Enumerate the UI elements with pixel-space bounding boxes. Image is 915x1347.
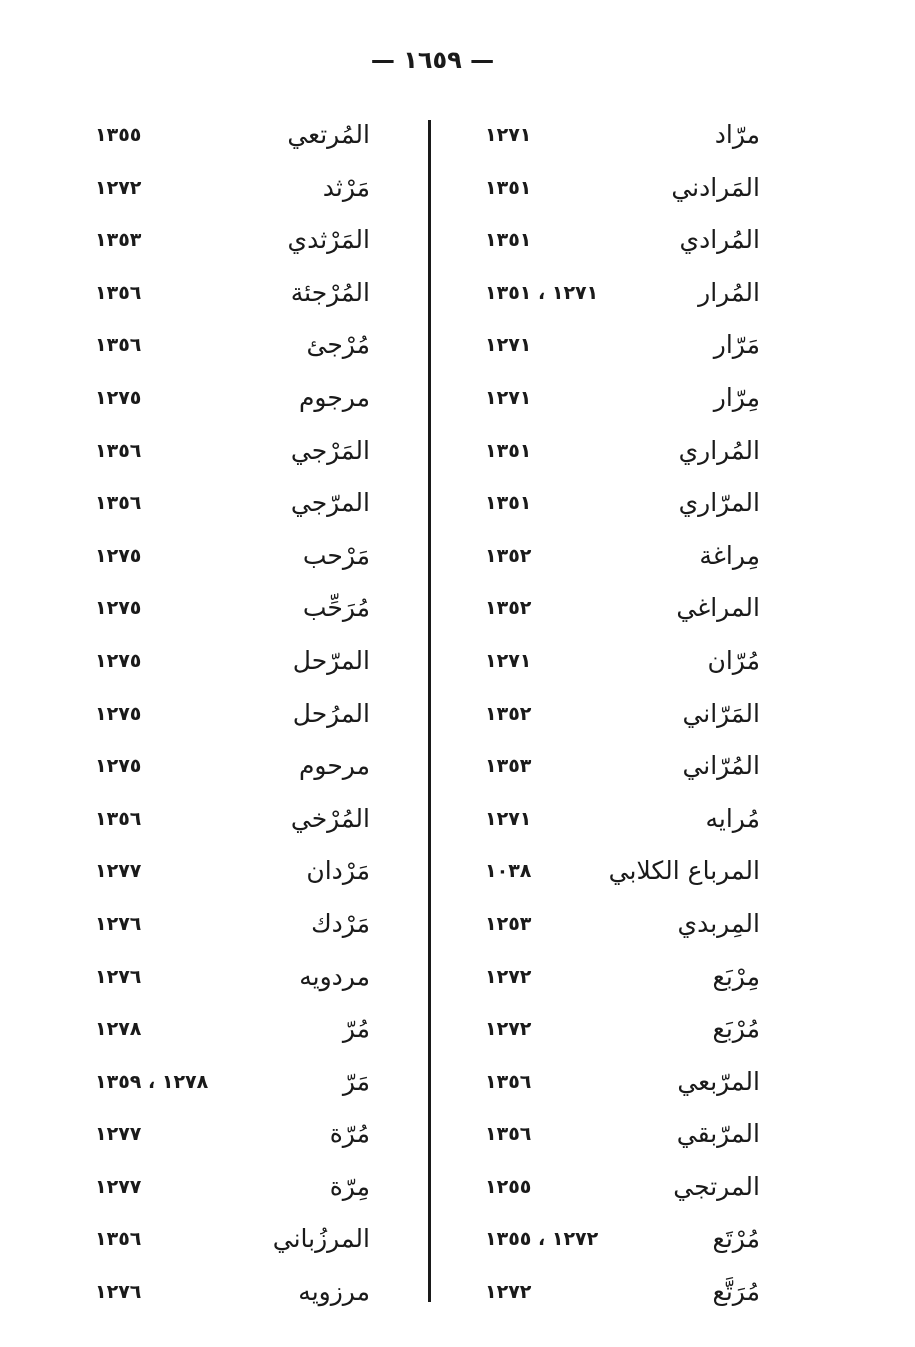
index-entry bbox=[80, 1164, 390, 1217]
entry-word: المَرْجي bbox=[290, 435, 370, 465]
entry-word: مُرْجئ bbox=[306, 330, 370, 360]
index-entry bbox=[470, 638, 780, 691]
entry-page-ref: ١٣٥٦ bbox=[485, 1070, 532, 1093]
entry-page-ref: ١٣٥١ bbox=[485, 176, 532, 199]
index-entry bbox=[470, 796, 780, 849]
entry-page-ref: ١٣٥٢ bbox=[485, 544, 532, 567]
column-divider bbox=[428, 120, 431, 1302]
entry-word: المرّبقي bbox=[676, 1119, 760, 1149]
entry-page-ref: ١٢٧٧ bbox=[95, 1175, 142, 1198]
entry-word: المراغي bbox=[676, 593, 760, 623]
index-entry bbox=[80, 165, 390, 218]
entry-word: مِرّار bbox=[713, 382, 760, 412]
entry-page-ref: ١٣٥٣ bbox=[95, 229, 142, 252]
entry-word: المرّجي bbox=[290, 488, 370, 518]
index-entry bbox=[80, 480, 390, 533]
entry-page-ref: ١٢٧٧ bbox=[95, 860, 142, 883]
entry-page-ref: ١٢٧٦ bbox=[95, 965, 142, 988]
entry-word: المرّبعي bbox=[677, 1066, 760, 1096]
index-entry bbox=[470, 428, 780, 481]
entry-word: مرجوم bbox=[298, 382, 370, 412]
index-entry bbox=[470, 322, 780, 375]
index-entry bbox=[470, 1059, 780, 1112]
index-entry bbox=[470, 743, 780, 796]
index-entry bbox=[470, 165, 780, 218]
entry-page-ref: ١٣٥٢ bbox=[485, 597, 532, 620]
entry-page-ref: ١٢٧١ bbox=[485, 807, 532, 830]
index-entry bbox=[80, 585, 390, 638]
entry-word: المَرْثدي bbox=[287, 225, 370, 255]
entry-word: مَرْحب bbox=[302, 540, 370, 570]
index-entry bbox=[80, 1216, 390, 1269]
index-entry bbox=[80, 691, 390, 744]
index-entry bbox=[80, 375, 390, 428]
entry-word: مرحوم bbox=[298, 751, 370, 781]
entry-word: مِراغة bbox=[699, 540, 760, 570]
entry-word: مُرايه bbox=[705, 803, 760, 833]
entry-page-ref: ١٣٥٦ bbox=[95, 492, 142, 515]
entry-word: مُرْبَع bbox=[712, 1014, 760, 1044]
entry-word: المُرْخي bbox=[290, 803, 370, 833]
index-entry bbox=[80, 217, 390, 270]
index-entry bbox=[470, 1164, 780, 1217]
entry-page-ref: ١٢٧١ bbox=[485, 124, 532, 146]
entry-page-ref: ١٢٧٦ bbox=[95, 912, 142, 935]
index-entry bbox=[80, 1006, 390, 1059]
entry-page-ref: ١٣٥١ bbox=[485, 229, 532, 252]
entry-word: المرُحل bbox=[292, 698, 370, 728]
index-entry bbox=[470, 954, 780, 1007]
entry-word: مُرْتَع bbox=[712, 1224, 760, 1254]
entry-page-ref: ١٢٧٧ bbox=[95, 1123, 142, 1146]
entry-page-ref: ١٢٧٢ bbox=[485, 1281, 532, 1304]
entry-page-ref: ١٢٥٥ bbox=[485, 1175, 532, 1198]
entry-word: المُرار bbox=[698, 277, 760, 307]
index-entry bbox=[470, 848, 780, 901]
entry-page-ref: ١٣٥٦ bbox=[95, 439, 142, 462]
entry-word: المُرْجئة bbox=[290, 277, 370, 307]
entry-word: مِرّة bbox=[329, 1171, 370, 1201]
index-entry bbox=[80, 638, 390, 691]
entry-word: مُرّ bbox=[342, 1014, 370, 1044]
entry-page-ref: ١٢٧٥ bbox=[95, 597, 142, 620]
entry-page-ref: ١٢٧٥ bbox=[95, 755, 142, 778]
entry-word: المَرّاني bbox=[682, 698, 760, 728]
entry-word: المُرادي bbox=[679, 225, 760, 255]
index-entry bbox=[80, 1059, 390, 1112]
index-entry bbox=[80, 322, 390, 375]
index-entry bbox=[80, 1269, 390, 1322]
entry-page-ref: ١٣٥٥ bbox=[95, 124, 142, 146]
entry-page-ref: ١٢٧١ bbox=[485, 649, 532, 672]
entry-word: المِربدي bbox=[677, 908, 760, 938]
entry-page-ref: ١٣٥٦ bbox=[95, 1228, 142, 1251]
index-entry bbox=[470, 691, 780, 744]
index-entry bbox=[80, 848, 390, 901]
right-column bbox=[470, 112, 780, 1322]
entry-word: مَرّ bbox=[342, 1066, 370, 1096]
entry-page-ref: ١٠٣٨ bbox=[485, 860, 532, 883]
entry-word: المُرتعي bbox=[287, 120, 370, 149]
index-entry bbox=[80, 428, 390, 481]
index-entry bbox=[470, 270, 780, 323]
entry-page-ref: ١٢٥٣ bbox=[485, 912, 532, 935]
index-entry bbox=[470, 480, 780, 533]
entry-word: مُرّة bbox=[329, 1119, 370, 1149]
entry-word: مَرْدان bbox=[306, 856, 370, 886]
entry-page-ref: ١٣٥٦ bbox=[95, 281, 142, 304]
entry-page-ref: ١٢٧١ bbox=[485, 386, 532, 409]
index-entry bbox=[470, 585, 780, 638]
entry-page-ref: ١٢٧٥ bbox=[95, 649, 142, 672]
entry-page-ref: ١٢٧٦ bbox=[95, 1281, 142, 1304]
entry-word: المرزُباني bbox=[272, 1224, 370, 1254]
index-entry bbox=[470, 1216, 780, 1269]
index-entry bbox=[470, 901, 780, 954]
entry-page-ref: ١٣٥٦ bbox=[95, 334, 142, 357]
entry-word: مُرّان bbox=[707, 645, 760, 675]
entry-page-ref: ١٣٥٢ bbox=[485, 702, 532, 725]
index-entry bbox=[80, 743, 390, 796]
entry-page-ref: ١٣٥٦ bbox=[95, 807, 142, 830]
entry-page-ref: ١٢٧٢ ، ١٣٥٥ bbox=[485, 1228, 599, 1251]
index-entry bbox=[470, 1006, 780, 1059]
entry-word: مردويه bbox=[299, 961, 370, 991]
index-entry bbox=[80, 901, 390, 954]
index-entry bbox=[470, 375, 780, 428]
entry-word: المرتجي bbox=[673, 1171, 760, 1201]
entry-word: المرّحل bbox=[292, 645, 370, 675]
index-entry bbox=[470, 1111, 780, 1164]
entry-page-ref: ١٣٥١ bbox=[485, 439, 532, 462]
entry-word: مَرْثد bbox=[322, 172, 370, 202]
index-entry bbox=[80, 112, 390, 165]
entry-page-ref: ١٢٧٢ bbox=[485, 1018, 532, 1041]
index-entry bbox=[80, 954, 390, 1007]
entry-page-ref: ١٢٧٥ bbox=[95, 386, 142, 409]
entry-page-ref: ١٢٧١ ، ١٣٥١ bbox=[485, 281, 599, 304]
entry-word: المرباع الكلابي bbox=[608, 856, 760, 886]
entry-word: مَرْدك bbox=[311, 908, 370, 938]
index-entry bbox=[470, 533, 780, 586]
entry-word: المُراري bbox=[678, 435, 760, 465]
entry-word: المُرّاني bbox=[682, 751, 760, 781]
entry-word: المرّاري bbox=[678, 488, 760, 518]
page-number: — ١٦٥٩ — bbox=[370, 46, 495, 74]
entry-page-ref: ١٢٧١ bbox=[485, 334, 532, 357]
index-entry bbox=[470, 112, 780, 165]
entry-page-ref: ١٣٥٣ bbox=[485, 755, 532, 778]
index-entry bbox=[80, 1111, 390, 1164]
index-entry bbox=[470, 217, 780, 270]
entry-page-ref: ١٢٧٢ bbox=[95, 176, 142, 199]
entry-word: مرّاد bbox=[714, 120, 760, 149]
entry-page-ref: ١٢٧٢ bbox=[485, 965, 532, 988]
entry-page-ref: ١٢٧٨ bbox=[95, 1018, 142, 1041]
entry-word: مرزويه bbox=[298, 1277, 370, 1307]
entry-word: مُرَحِّب bbox=[302, 593, 370, 623]
entry-word: المَرادني bbox=[671, 172, 760, 202]
index-entry bbox=[80, 533, 390, 586]
entry-page-ref: ١٢٧٥ bbox=[95, 544, 142, 567]
index-entry bbox=[80, 270, 390, 323]
entry-page-ref: ١٣٥٦ bbox=[485, 1123, 532, 1146]
entry-word: مَرّار bbox=[713, 330, 760, 360]
entry-word: مِرْبَع bbox=[712, 961, 760, 991]
index-entry bbox=[80, 796, 390, 849]
left-column bbox=[80, 112, 390, 1322]
entry-page-ref: ١٢٧٨ ، ١٣٥٩ bbox=[95, 1070, 209, 1093]
entry-page-ref: ١٣٥١ bbox=[485, 492, 532, 515]
entry-page-ref: ١٢٧٥ bbox=[95, 702, 142, 725]
index-entry bbox=[470, 1269, 780, 1322]
entry-word: مُرَتَّع bbox=[712, 1277, 760, 1307]
